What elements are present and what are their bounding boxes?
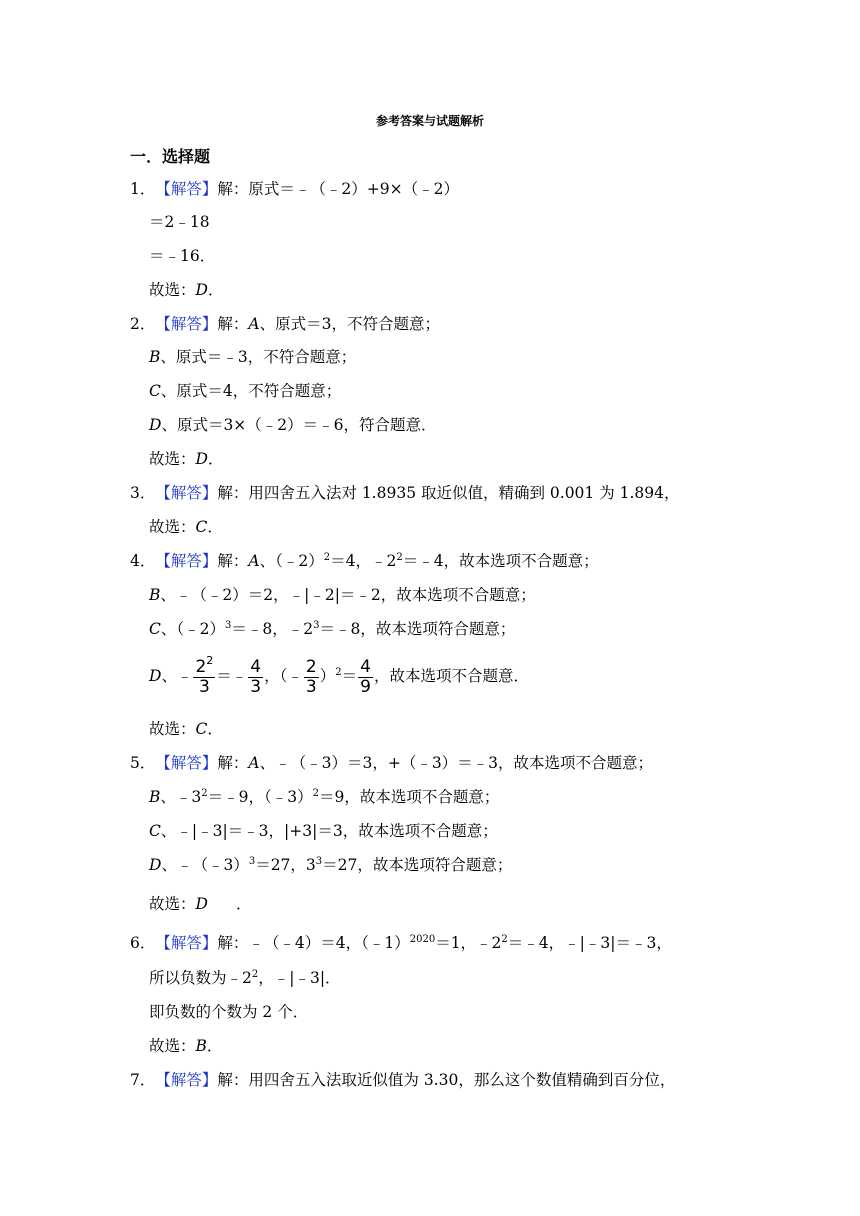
q4-line-3: C、（﹣2）$^3$＝﹣8，$﹣2^3=﹣8$，故本选项符合题意； <box>149 620 516 638</box>
q4-line-4: D、﹣ $\frac{2^2}{3}$ ＝﹣ $\frac{4}{3}$ ，（﹣ $\frac{2}{3}$ ）$^2$＝ $\frac{4}{9}$ ，故本选项不合题意． <box>149 653 529 697</box>
answer-tag: 【解答】 <box>155 484 218 502</box>
answer-tag: 【解答】 <box>155 934 218 952</box>
q4-answer: 故选：C． <box>149 720 223 738</box>
fraction: $\frac{2^2}{3}$ <box>195 653 214 697</box>
q4-number: 4． <box>130 552 156 570</box>
q2-line-4: D、原式＝3×（﹣2）＝﹣6，符合题意． <box>149 416 437 434</box>
q6-line-3: 即负数的个数为 2 个． <box>149 1003 309 1021</box>
section-heading: 一．选择题 <box>130 147 211 166</box>
q4-line-1: 4．【解答】解：A、（﹣2）$^2$＝4，$﹣2^2=﹣4$，故本选项不合题意； <box>130 552 599 570</box>
q2-line-3: C、原式＝4，不符合题意； <box>149 382 342 400</box>
answer-tag: 【解答】 <box>155 552 218 570</box>
q1-line-2: ＝2﹣18 <box>149 213 210 231</box>
q5-line-3: C、﹣|﹣3|＝﹣3，|+3|＝3，故本选项不合题意； <box>149 822 498 840</box>
q1-answer: 故选：D． <box>149 281 224 299</box>
q1-line-1: 1．【解答】解：原式＝﹣（﹣2）+9×（﹣2） <box>130 180 459 198</box>
answer-tag: 【解答】 <box>155 315 218 333</box>
q5-line-1: 5．【解答】解：A、﹣（﹣3）＝3，+（﹣3）＝﹣3，故本选项不合题意； <box>130 754 654 772</box>
q2-line-2: B、原式＝﹣3，不符合题意； <box>149 348 357 366</box>
q5-number: 5． <box>130 754 156 772</box>
q5-line-2: B、$﹣3^2=﹣9$，（﹣3）$^2$＝9，故本选项不合题意； <box>149 788 500 806</box>
q6-line-2: 所以负数为$﹣2^2$，﹣|﹣3|． <box>149 969 341 987</box>
q1-number: 1． <box>130 180 156 198</box>
q4-line-2: B、﹣（﹣2）＝2，﹣|﹣2|＝﹣2，故本选项不合题意； <box>149 586 536 604</box>
q3-line-1: 3．【解答】解：用四舍五入法对 1.8935 取近似值，精确到 0.001 为 1.894， <box>130 484 680 502</box>
q2-answer: 故选：D． <box>149 450 224 468</box>
page-title: 参考答案与试题解析 <box>375 114 484 128</box>
q5-line-4: D、﹣（﹣3）$^3$＝27，$3^3=27$，故本选项符合题意； <box>149 856 513 874</box>
fraction: $\frac{4}{9}$ <box>360 656 371 697</box>
q2-number: 2． <box>130 315 156 333</box>
q1-line-3: ＝﹣16． <box>149 247 216 265</box>
q6-number: 6． <box>130 934 156 952</box>
q2-line-1: 2．【解答】解：A、原式＝3，不符合题意； <box>130 315 440 333</box>
answer-tag: 【解答】 <box>155 1071 218 1089</box>
fraction: $\frac{4}{3}$ <box>250 656 262 697</box>
q5-answer: 故选：D ． <box>149 895 252 913</box>
fraction: $\frac{2}{3}$ <box>305 656 317 697</box>
q3-answer: 故选：C． <box>149 518 223 536</box>
q7-line-1: 7．【解答】解：用四舍五入法取近似值为 3.30，那么这个数值精确到百分位， <box>130 1071 676 1089</box>
q6-answer: 故选：B． <box>149 1037 223 1055</box>
q6-line-1: 6．【解答】解：﹣（﹣4）＝4，（﹣1）$^{2020}$＝1，$﹣2^2=﹣4$，﹣|﹣3|＝﹣3， <box>130 934 672 952</box>
answer-tag: 【解答】 <box>155 754 218 772</box>
q7-number: 7． <box>130 1071 156 1089</box>
answer-tag: 【解答】 <box>155 180 218 198</box>
q3-number: 3． <box>130 484 156 502</box>
